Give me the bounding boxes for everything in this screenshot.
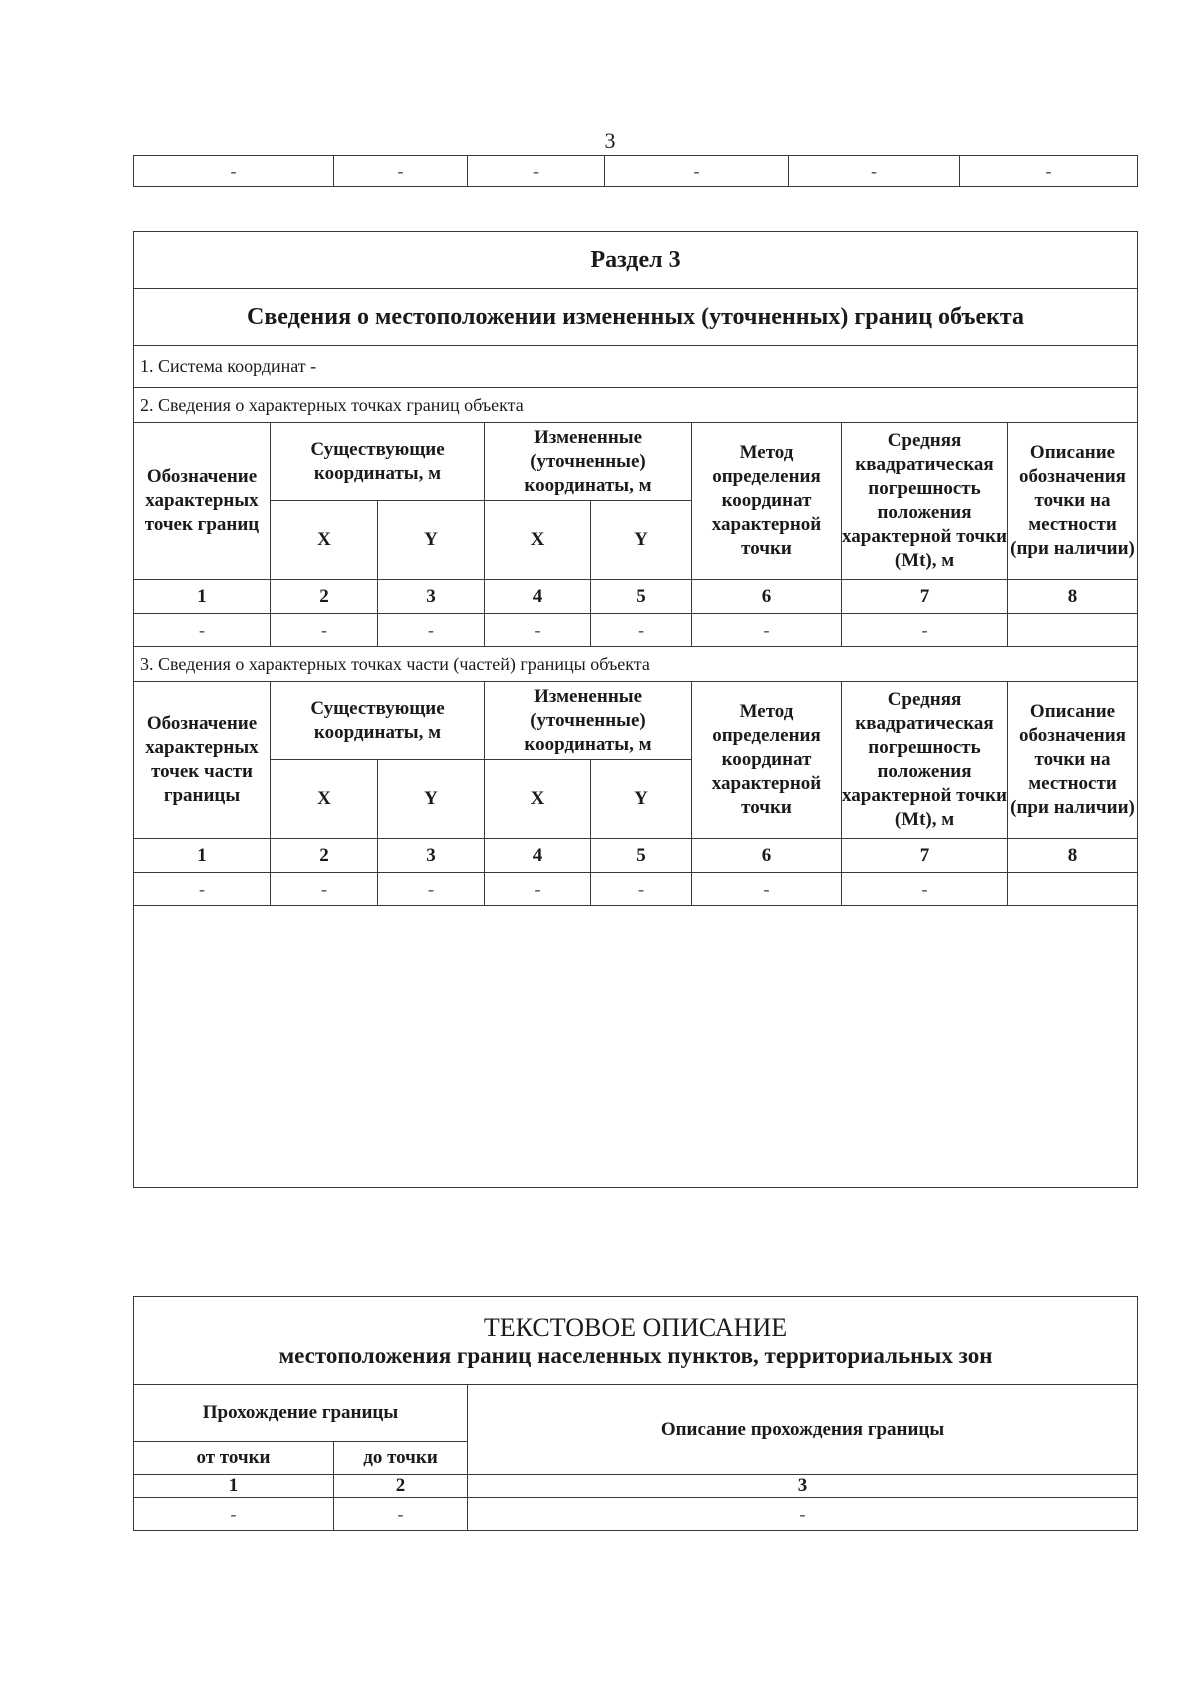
table-cell: [1008, 614, 1138, 647]
column-number: 2: [271, 580, 378, 614]
table-cell: -: [134, 1498, 334, 1531]
table-cell: -: [842, 614, 1008, 647]
table-row: [134, 614, 1138, 647]
table-cell: -: [334, 156, 468, 187]
column-number: 4: [485, 580, 591, 614]
table-cell: -: [485, 614, 591, 647]
table-cell: -: [485, 873, 591, 906]
x-header: X: [271, 501, 378, 580]
column-number: 7: [842, 839, 1008, 873]
table-cell: -: [692, 614, 842, 647]
column-number: 5: [591, 580, 692, 614]
col-changed-header: Измененные (уточненные) координаты, м: [485, 682, 692, 760]
coordinate-system: 1. Система координат -: [134, 346, 1138, 388]
col-existing-header: Существующие координаты, м: [271, 682, 485, 760]
col-to-header: до точки: [334, 1442, 468, 1475]
table-cell: -: [960, 156, 1138, 187]
col-description-header: Описание прохождения границы: [468, 1385, 1138, 1475]
x-header: X: [485, 501, 591, 580]
section-title: Раздел 3: [134, 232, 1138, 289]
points-subtitle: 2. Сведения о характерных точках границ объекта: [134, 388, 1138, 423]
column-number: 6: [692, 839, 842, 873]
page-number: 3: [604, 128, 616, 153]
col-passage-header: Прохождение границы: [134, 1385, 468, 1442]
column-number: 2: [334, 1475, 468, 1498]
text-description-heading: [134, 1297, 1138, 1385]
y-header: Y: [591, 501, 692, 580]
col-error-header: Средняя квадратическая погрешность положения характерной точки (Mt), м: [842, 423, 1008, 580]
column-number: 8: [1008, 580, 1138, 614]
y-header: Y: [591, 760, 692, 839]
col-point-header: Обозначение характерных точек границ: [134, 423, 271, 580]
y-header: Y: [378, 760, 485, 839]
column-numbers-row: [134, 580, 1138, 614]
table-cell: -: [591, 614, 692, 647]
table-cell: -: [605, 156, 789, 187]
table-row: [134, 873, 1138, 906]
column-number: 4: [485, 839, 591, 873]
table-cell: -: [271, 873, 378, 906]
table-cell: -: [789, 156, 960, 187]
table-cell: -: [378, 614, 485, 647]
column-number: 7: [842, 580, 1008, 614]
x-header: X: [271, 760, 378, 839]
table-cell: -: [271, 614, 378, 647]
table-cell: -: [134, 156, 334, 187]
empty-area: [134, 906, 1138, 1188]
col-point-part-header: Обозначение характерных точек части границы: [134, 682, 271, 839]
col-existing-header: Существующие координаты, м: [271, 423, 485, 501]
col-changed-header: Измененные (уточненные) координаты, м: [485, 423, 692, 501]
col-desc-header: Описание обозначения точки на местности (при наличии): [1008, 682, 1138, 839]
column-number: 3: [378, 839, 485, 873]
table-cell: -: [134, 873, 271, 906]
section-3-table: [133, 231, 1138, 1188]
table-cell: -: [692, 873, 842, 906]
column-numbers-row: [134, 1475, 1138, 1498]
table-cell: -: [378, 873, 485, 906]
text-description-subtitle: местоположения границ населенных пунктов, территориальных зон: [278, 1342, 993, 1368]
column-number: 1: [134, 1475, 334, 1498]
table-cell: -: [591, 873, 692, 906]
section-subtitle: Сведения о местоположении измененных (уточненных) границ объекта: [134, 289, 1138, 346]
column-numbers-row: [134, 839, 1138, 873]
y-header: Y: [378, 501, 485, 580]
column-number: 1: [134, 580, 271, 614]
table-cell: -: [468, 1498, 1138, 1531]
col-method-header: Метод определения координат характерной точки: [692, 423, 842, 580]
column-number: 3: [378, 580, 485, 614]
column-number: 3: [468, 1475, 1138, 1498]
table-cell: -: [334, 1498, 468, 1531]
col-from-header: от точки: [134, 1442, 334, 1475]
column-number: 8: [1008, 839, 1138, 873]
text-description-title: ТЕКСТОВОЕ ОПИСАНИЕ: [483, 1312, 788, 1342]
table-row: [134, 1498, 1138, 1531]
x-header: X: [485, 760, 591, 839]
text-description-table: [133, 1296, 1138, 1531]
col-method-header: Метод определения координат характерной точки: [692, 682, 842, 839]
table-cell: -: [134, 614, 271, 647]
col-desc-header: Описание обозначения точки на местности (при наличии): [1008, 423, 1138, 580]
parts-subtitle: 3. Сведения о характерных точках части (частей) границы объекта: [134, 647, 1138, 682]
continuation-table: [133, 155, 1138, 187]
column-number: 1: [134, 839, 271, 873]
table-cell: [1008, 873, 1138, 906]
col-error-header: Средняя квадратическая погрешность положения характерной точки (Mt), м: [842, 682, 1008, 839]
table-cell: -: [842, 873, 1008, 906]
table-cell: -: [468, 156, 605, 187]
column-number: 5: [591, 839, 692, 873]
column-number: 6: [692, 580, 842, 614]
column-number: 2: [271, 839, 378, 873]
table-row: [134, 156, 1138, 187]
